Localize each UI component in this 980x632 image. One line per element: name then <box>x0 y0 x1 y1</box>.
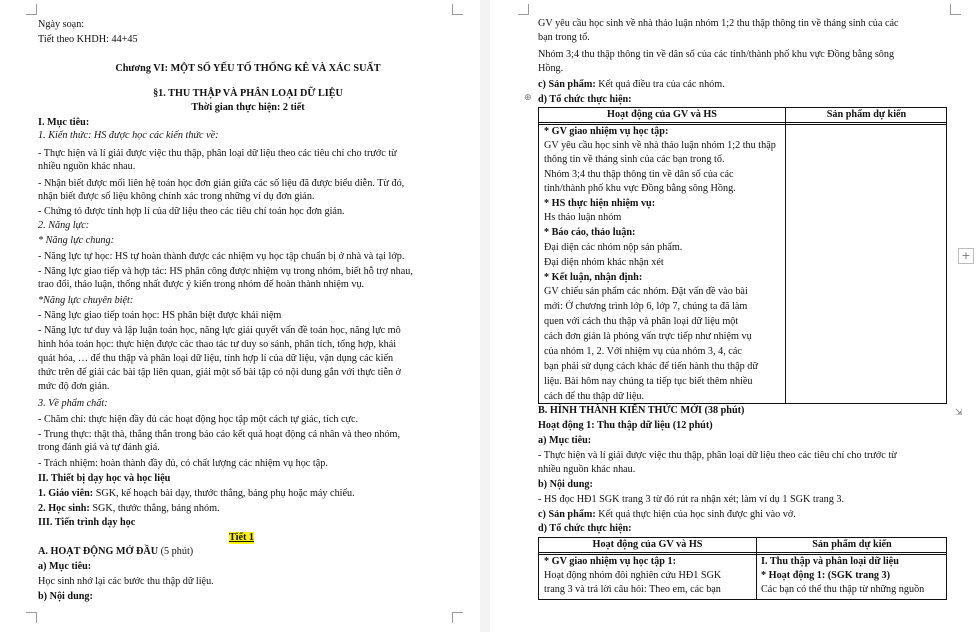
section-title: §1. THU THẬP VÀ PHÂN LOẠI DỮ LIỆU <box>153 88 343 99</box>
knowledge-item: - Thực hiện và lí giải được việc thu thập, phân loại dữ liệu theo các tiêu chí cho trước từ <box>38 148 397 159</box>
objective-a-text: Học sinh nhớ lại các bước thu thập dữ liệu. <box>38 576 214 587</box>
table-text: Hs thảo luận nhóm <box>544 212 622 223</box>
table-header-cell: Hoạt động của GV và HS <box>592 539 703 550</box>
competence-heading: 2. Năng lực: <box>38 220 90 231</box>
equipment-heading: II. Thiết bị dạy học và học liệu <box>38 473 171 484</box>
quality-item: - Chăm chỉ: thực hiện đầy đủ các hoạt động học tập một cách tự giác, tích cực. <box>38 414 359 425</box>
chapter-title: Chương VI: MỘT SỐ YẾU TỐ THỐNG KÊ VÀ XÁC SUẤT <box>115 63 381 74</box>
paragraph: GV yêu cầu học sinh về nhà thảo luận nhóm 1;2 thu thập thông tin về tháng sinh của các <box>538 18 899 29</box>
table-text: trang 3 và trả lời câu hỏi: Theo em, các bạn <box>544 584 721 595</box>
lesson-number: Tiết theo KHDH: 44+45 <box>38 34 138 45</box>
table-text: Các bạn có thể thu thập từ những nguồn <box>761 584 925 595</box>
section-b-heading: B. HÌNH THÀNH KIẾN THỨC MỚI (38 phút) <box>538 405 745 416</box>
organization-heading: d) Tổ chức thực hiện: <box>538 94 632 105</box>
table-text: Hoạt động nhóm đôi nghiên cứu HĐ1 SGK <box>544 570 722 581</box>
competence-item: - Năng lực tư duy và lập luận toán học, năng lực giải quyết vấn đề toán học, năng lực mô <box>38 325 401 336</box>
student-materials: 2. Học sinh: SGK, thước thẳng, bảng nhóm. <box>38 503 220 514</box>
organization-heading: d) Tổ chức thực hiện: <box>538 523 632 534</box>
objective-label: a) Mục tiêu: <box>538 435 592 446</box>
procedure-heading: III. Tiến trình dạy học <box>38 517 136 528</box>
knowledge-item: nhận biết được số liệu không chính xác trong những ví dụ đơn giản. <box>38 191 315 202</box>
paragraph: bạn trong tổ. <box>538 32 590 43</box>
add-icon[interactable]: + <box>958 248 974 264</box>
document-page-left <box>0 0 480 632</box>
competence-item: thức trên để giải các bài tập liên quan, giải một số bài tập có nội dung gắn với thực tiễn ở <box>38 367 401 378</box>
table-text: thông tin về tháng sinh của các bạn trong tổ. <box>544 154 725 165</box>
table-text: cách đơn giản là phỏng vấn trực tiếp như nhiệm vụ <box>544 331 752 342</box>
table-resize-handle-icon[interactable]: ⇲ <box>955 408 963 418</box>
page-corner-mark <box>26 4 37 15</box>
quality-item: - Trách nhiệm: hoàn thành đầy đủ, có chất lượng các nhiệm vụ học tập. <box>38 458 328 469</box>
activity-a-heading: A. HOẠT ĐỘNG MỞ ĐẦU (5 phút) <box>38 546 194 557</box>
table-text: bạn phải sử dụng cách khác để tiến hành thu thập dữ <box>544 361 758 372</box>
table-text: GV yêu cầu học sinh về nhà thảo luận nhóm 1;2 thu thập <box>544 140 776 151</box>
task-label: * HS thực hiện nhiệm vụ: <box>544 198 656 209</box>
table-text: mới: Ở chương trình lớp 6, lớp 7, chúng ta đã làm <box>544 301 748 312</box>
paragraph: Hồng. <box>538 63 564 74</box>
knowledge-heading: 1. Kiến thức: HS được học các kiến thức về: <box>38 130 219 141</box>
table-text: của nhóm 1, 2. Với nhiệm vụ của nhóm 3, 4, các <box>544 346 742 357</box>
competence-item: hình hóa toán học: thực hiện được các thao tác tư duy so sánh, phân tích, tổng hợp, khái <box>38 339 397 350</box>
table-header-cell: Hoạt động của GV và HS <box>607 109 717 120</box>
objective-a-label: a) Mục tiêu: <box>38 561 92 572</box>
content-text: - HS đọc HĐ1 SGK trang 3 từ đó rút ra nhận xét; làm ví dụ 1 SGK trang 3. <box>538 494 845 505</box>
table-header-cell: Sản phẩm dự kiến <box>812 539 892 550</box>
heading-objectives: I. Mục tiêu: <box>38 117 90 128</box>
qualities-heading: 3. Về phẩm chất: <box>38 398 108 409</box>
time-allotted: Thời gian thực hiện: 2 tiết <box>191 102 305 113</box>
page-corner-mark <box>452 4 463 15</box>
table-text: Đại diện nhóm khác nhận xét <box>544 257 664 268</box>
result-subheading: * Hoạt động 1: (SGK trang 3) <box>761 570 891 581</box>
table-text: Đại diện các nhóm nộp sản phẩm. <box>544 242 683 253</box>
table-header-cell: Sản phẩm dự kiến <box>826 109 907 120</box>
competence-item: - Năng lực giao tiếp toán học: HS phân biệt được khái niệm <box>38 310 282 321</box>
quality-item: trong đánh giá và tự đánh giá. <box>38 442 160 453</box>
table-text: tỉnh/thành phố khu vực Đồng bằng sông Hồng. <box>544 183 736 194</box>
result-heading: I. Thu thập và phân loại dữ liệu <box>761 556 899 567</box>
table-text: liệu. Bài hôm nay chúng ta tiếp tục biết thêm nhiều <box>544 376 753 387</box>
content-b-label: b) Nội dung: <box>38 591 93 602</box>
content-label: b) Nội dung: <box>538 479 593 490</box>
paragraph: Nhóm 3;4 thu thập thông tin về dân số của các tỉnh/thành phố khu vực Đồng bằng sông <box>538 49 895 60</box>
table-text: Nhóm 3;4 thu thập thông tin về dân số của các <box>544 169 734 180</box>
general-competence-heading: * Năng lực chung: <box>38 235 115 246</box>
task-label: * GV giao nhiệm vụ học tập 1: <box>544 556 676 567</box>
table-text: GV chiếu sản phẩm các nhóm. Đặt vấn đề vào bài <box>544 286 748 297</box>
prep-date: Ngày soạn: <box>38 19 85 30</box>
quality-item: - Trung thực: thật thà, thẳng thắn trong báo cáo kết quả hoạt động cá nhân và theo nhóm, <box>38 429 401 440</box>
task-label: * Kết luận, nhận định: <box>544 272 643 283</box>
activity-1-heading: Hoạt động 1: Thu thập dữ liệu (12 phút) <box>538 420 713 431</box>
table-text: quen với cách thu thập và phân loại dữ liệu một <box>544 316 739 327</box>
competence-item: mức độ đơn giản. <box>38 381 110 392</box>
activity-table-1 <box>538 107 947 404</box>
page-corner-mark <box>452 612 463 623</box>
teacher-materials: 1. Giáo viên: SGK, kế hoạch bài dạy, thước thẳng, bảng phụ hoặc máy chiếu. <box>38 488 355 499</box>
objective-text: - Thực hiện và lí giải được việc thu thập, phân loại dữ liệu theo các tiêu chí cho trước từ <box>538 450 897 461</box>
table-text: cách để thu thập dữ liệu. <box>544 391 645 402</box>
objective-text: nhiều nguồn khác nhau. <box>538 464 636 475</box>
product-line: c) Sản phẩm: Kết quả điều tra của các nhóm. <box>538 79 725 90</box>
table-move-handle-icon[interactable]: ⊕ <box>524 93 532 103</box>
period-1-label: Tiết 1 <box>229 532 254 543</box>
knowledge-item: - Chứng tỏ được tính hợp lí của dữ liệu theo các tiêu chí toán học đơn giản. <box>38 206 345 217</box>
task-label: * Báo cáo, thảo luận: <box>544 227 636 238</box>
knowledge-item: nhiều nguồn khác nhau. <box>38 161 136 172</box>
page-corner-mark <box>950 4 961 15</box>
page-corner-mark <box>518 4 529 15</box>
product-line: c) Sản phẩm: Kết quả thực hiện của học sinh được ghi vào vở. <box>538 509 796 520</box>
knowledge-item: - Nhận biết được mối liên hệ toán học đơn giản giữa các số liệu đã được biểu diễn. Từ đó, <box>38 178 405 189</box>
competence-item: - Năng lực giao tiếp và hợp tác: HS phân công được nhiệm vụ trong nhóm, biết hỗ trợ nhau, <box>38 266 413 277</box>
competence-item: trao đổi, thảo luận, thống nhất được ý kiến trong nhóm để hoàn thành nhiệm vụ. <box>38 279 365 290</box>
competence-item: - Năng lực tự học: HS tự hoàn thành được các nhiệm vụ học tập chuẩn bị ở nhà và tại lớp. <box>38 251 405 262</box>
task-label: * GV giao nhiệm vụ học tập: <box>544 126 669 137</box>
document-page-right <box>490 0 980 632</box>
competence-item: quát hóa, … để thu thập và phân loại dữ liệu, tính hợp lí của dữ liệu, vận dụng các kiến <box>38 353 394 364</box>
specific-competence-heading: *Năng lực chuyên biệt: <box>38 295 134 306</box>
activity-table-2 <box>538 537 947 600</box>
page-corner-mark <box>26 612 37 623</box>
